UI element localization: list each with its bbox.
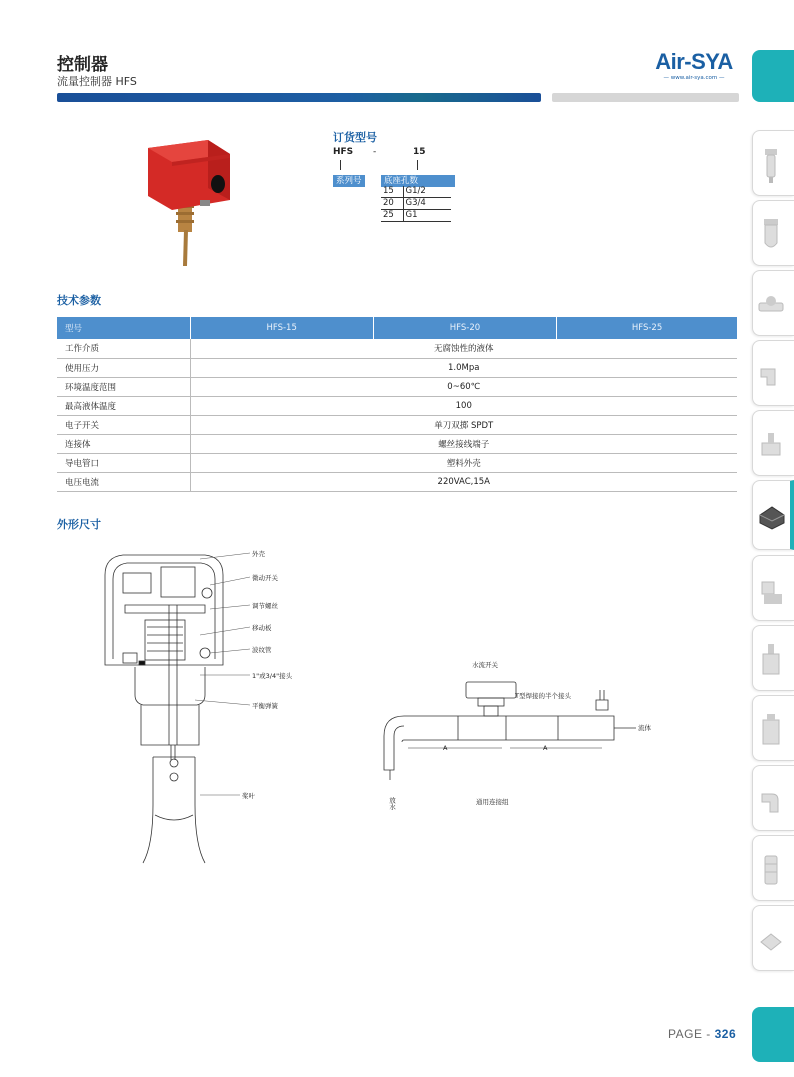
side-tab-controller[interactable] [752,480,794,550]
col-header: 型号 [57,317,190,339]
row-value: 1.0Mpa [190,358,737,377]
row-value: 0~60℃ [190,377,737,396]
order-connector [340,160,341,170]
label-shell: 外壳 [252,550,265,558]
brand-logo [648,50,740,81]
label-drain: 放水 [388,797,396,810]
label-adjust-screw: 调节螺丝 [252,602,278,610]
table-row [57,453,737,472]
leader-lines [190,545,260,815]
label-dim-a1: A [443,744,448,752]
accessory-icon [756,920,786,960]
regulator-icon [756,640,786,680]
table-header-row [57,317,737,339]
row-value: 220VAC,15A [190,472,737,491]
product-image [138,130,238,270]
side-tab-pressure[interactable] [752,695,794,761]
thread-cell: G1 [403,210,451,222]
table-row [381,186,451,198]
dimensions-title: 外形尺寸 [57,518,101,531]
row-label: 使用压力 [57,358,190,377]
side-tab-fitting[interactable] [752,340,794,406]
table-row [57,396,737,415]
valve-icon [756,285,786,325]
row-label: 环境温度范围 [57,377,190,396]
label-flow: 流体 [638,724,651,732]
table-row [381,210,451,222]
page-number-value: 326 [714,1027,737,1041]
label-dim-a2: A [543,744,548,752]
label-paddle: 桨叶 [242,792,255,800]
side-tab-valve[interactable] [752,270,794,336]
side-tab-regulator[interactable] [752,625,794,691]
label-joint: 1"或3/4"接头 [252,672,293,680]
size-cell: 20 [381,198,403,210]
controller-icon [756,495,786,535]
row-value: 螺丝接线端子 [190,434,737,453]
page-subtitle: 流量控制器 HFS [57,75,137,88]
order-code: HFS [333,147,354,157]
side-tab-elbow[interactable] [752,765,794,831]
row-label: 工作介质 [57,339,190,358]
logo-url: — www.air-sya.com — [663,75,725,81]
label-balance-spring: 平衡弹簧 [252,702,278,710]
order-dash: - [373,147,377,157]
label-t-joint: T型焊接的半个接头 [515,692,571,700]
table-row [57,377,737,396]
side-tab-top[interactable] [752,50,794,102]
logo-text: Air-SYA [655,49,733,74]
table-row [57,339,737,358]
order-connector [417,160,418,170]
table-row [57,434,737,453]
filter-icon [756,145,786,185]
page-label: PAGE - [668,1027,715,1041]
col-header: HFS-20 [373,317,556,339]
installation-drawing [378,670,648,780]
lubricator-icon [756,215,786,255]
label-flow-switch: 水流开关 [472,661,498,669]
row-label: 电子开关 [57,415,190,434]
table-row [57,358,737,377]
side-tab-muffler[interactable] [752,835,794,901]
thread-cell: G1/2 [403,186,451,198]
side-tab-bottom[interactable] [752,1007,794,1062]
col-header: HFS-15 [190,317,373,339]
page-title: 控制器 [57,55,108,75]
sensor-icon [756,425,786,465]
side-tab-filter[interactable] [752,130,794,196]
solenoid-icon [756,570,786,610]
row-value: 无腐蚀性的液体 [190,339,737,358]
col-header: HFS-25 [557,317,737,339]
row-value: 塑料外壳 [190,453,737,472]
specs-title: 技术参数 [57,294,101,307]
row-label: 连接体 [57,434,190,453]
row-value: 单刀双掷 SPDT [190,415,737,434]
side-tab-solenoid[interactable] [752,555,794,621]
side-tab-lubricator[interactable] [752,200,794,266]
series-label: 系列号 [333,175,365,187]
pressure-switch-icon [756,710,786,750]
size-cell: 25 [381,210,403,222]
elbow-icon [756,780,786,820]
table-row [57,472,737,491]
side-tab-sensor[interactable] [752,410,794,476]
thread-cell: G3/4 [403,198,451,210]
fitting-icon [756,355,786,395]
specs-table [57,317,737,492]
label-micro-switch: 微动开关 [252,574,278,582]
order-size-table [381,186,451,222]
row-label: 最高液体温度 [57,396,190,415]
label-moving-plate: 移动板 [252,624,272,632]
order-size: 15 [413,147,426,157]
size-cell: 15 [381,186,403,198]
order-model-title: 订货型号 [333,131,377,144]
table-row [57,415,737,434]
page-number [668,1027,736,1041]
bore-label: 底座孔数 [381,175,455,187]
row-label: 导电管口 [57,453,190,472]
side-tab-accessory[interactable] [752,905,794,971]
label-bellows: 波纹管 [252,646,272,654]
row-label: 电压电流 [57,472,190,491]
table-row [381,198,451,210]
label-common-assembly: 通用连接组 [476,798,509,806]
row-value: 100 [190,396,737,415]
muffler-icon [756,850,786,890]
header-bar-blue [57,93,541,102]
header-bar-grey [552,93,739,102]
